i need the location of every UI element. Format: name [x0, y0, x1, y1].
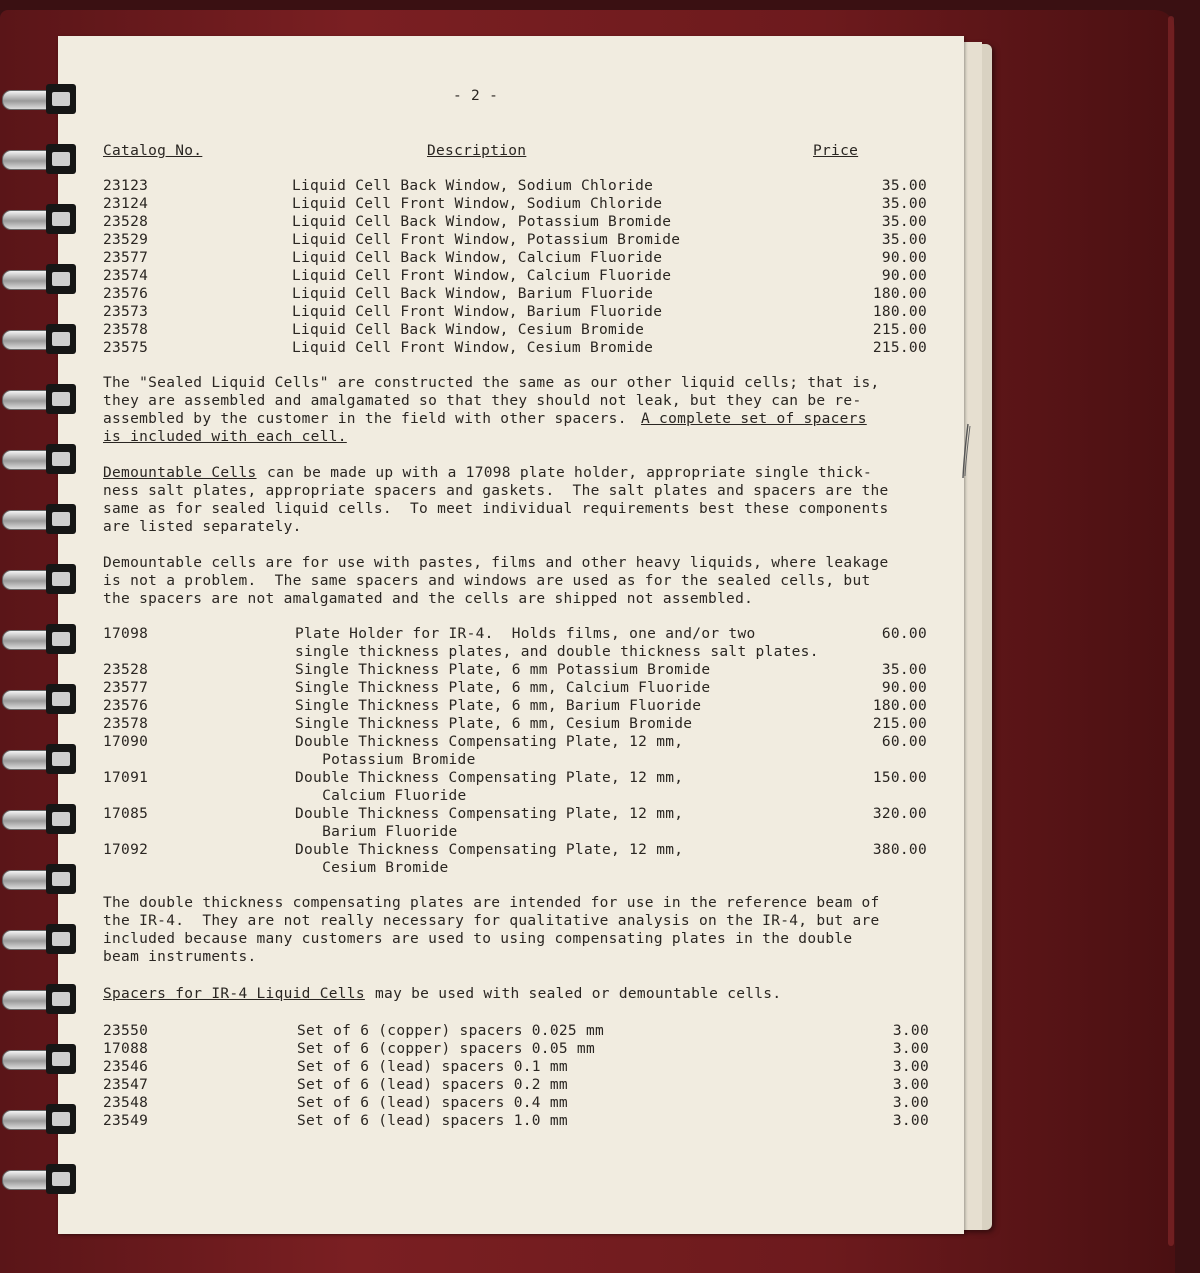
binder-ring	[0, 384, 78, 414]
item-price: 150.00	[872, 770, 927, 786]
catalog-number: 23574	[103, 268, 149, 284]
header-catalog: Catalog No.	[103, 143, 203, 159]
catalog-number: 23549	[103, 1113, 149, 1129]
item-price: 3.00	[892, 1059, 929, 1075]
item-price: 3.00	[892, 1041, 929, 1057]
spacers-heading: Spacers for IR-4 Liquid Cells	[103, 986, 365, 1002]
header-description: Description	[427, 143, 527, 159]
paragraph-line: beam instruments.	[103, 949, 257, 965]
paragraph-line: they are assembled and amalgamated so that they should not leak, but they can be re-	[103, 393, 862, 409]
item-price: 3.00	[892, 1023, 929, 1039]
item-price: 3.00	[892, 1095, 929, 1111]
item-price: 90.00	[881, 250, 927, 266]
underlined-note: A complete set of spacers	[641, 411, 867, 427]
catalog-number: 23578	[103, 322, 149, 338]
catalog-number: 23576	[103, 286, 149, 302]
item-description: Double Thickness Compensating Plate, 12 mm,	[295, 842, 684, 858]
item-description: Liquid Cell Front Window, Potassium Bromide	[292, 232, 681, 248]
paragraph-line: are listed separately.	[103, 519, 302, 535]
item-description: Set of 6 (copper) spacers 0.05 mm	[297, 1041, 595, 1057]
item-description: Double Thickness Compensating Plate, 12 mm,	[295, 770, 684, 786]
paragraph-line: The double thickness compensating plates are intended for use in the reference beam of	[103, 895, 880, 911]
item-price: 90.00	[881, 680, 927, 696]
item-description: Liquid Cell Front Window, Barium Fluoride	[292, 304, 663, 320]
catalog-number: 23577	[103, 250, 149, 266]
paragraph-line: may be used with sealed or demountable cells.	[366, 986, 782, 1002]
item-price: 90.00	[881, 268, 927, 284]
catalog-number: 17098	[103, 626, 149, 642]
item-description: Double Thickness Compensating Plate, 12 mm,	[295, 734, 684, 750]
item-description: Single Thickness Plate, 6 mm, Cesium Bromide	[295, 716, 693, 732]
item-description-cont: Calcium Fluoride	[295, 788, 467, 804]
page-number: - 2 -	[453, 88, 499, 104]
header-price: Price	[813, 143, 859, 159]
item-price: 180.00	[872, 698, 927, 714]
paragraph-line: the IR-4. They are not really necessary for qualitative analysis on the IR-4, but are	[103, 913, 880, 929]
catalog-number: 23529	[103, 232, 149, 248]
item-description: Single Thickness Plate, 6 mm, Barium Fluoride	[295, 698, 702, 714]
catalog-number: 23550	[103, 1023, 149, 1039]
item-price: 60.00	[881, 734, 927, 750]
catalog-number: 17088	[103, 1041, 149, 1057]
paragraph-line: same as for sealed liquid cells. To meet individual requirements best these components	[103, 501, 889, 517]
binder-ring	[0, 984, 78, 1014]
item-description: Set of 6 (lead) spacers 0.1 mm	[297, 1059, 568, 1075]
item-description-cont: Cesium Bromide	[295, 860, 449, 876]
item-price: 35.00	[881, 232, 927, 248]
catalog-number: 23547	[103, 1077, 149, 1093]
binder-ring	[0, 564, 78, 594]
catalog-number: 23577	[103, 680, 149, 696]
catalog-number: 23528	[103, 214, 149, 230]
catalog-number: 23124	[103, 196, 149, 212]
catalog-number: 17085	[103, 806, 149, 822]
item-price: 35.00	[881, 214, 927, 230]
demountable-heading: Demountable Cells	[103, 465, 257, 481]
binder-ring	[0, 324, 78, 354]
item-price: 320.00	[872, 806, 927, 822]
paragraph-line: assembled by the customer in the field with other spacers.	[103, 411, 627, 427]
item-price: 215.00	[872, 322, 927, 338]
item-price: 35.00	[881, 662, 927, 678]
catalog-number: 23548	[103, 1095, 149, 1111]
item-price: 180.00	[872, 286, 927, 302]
item-description: Liquid Cell Back Window, Potassium Bromide	[292, 214, 672, 230]
paragraph-line: the spacers are not amalgamated and the cells are shipped not assembled.	[103, 591, 754, 607]
paragraph-line: is not a problem. The same spacers and windows are used as for the sealed cells, but	[103, 573, 871, 589]
item-description: Set of 6 (copper) spacers 0.025 mm	[297, 1023, 605, 1039]
catalog-number: 23528	[103, 662, 149, 678]
catalog-number: 23573	[103, 304, 149, 320]
item-description: Set of 6 (lead) spacers 0.2 mm	[297, 1077, 568, 1093]
item-description: Set of 6 (lead) spacers 1.0 mm	[297, 1113, 568, 1129]
paragraph-line: ness salt plates, appropriate spacers and gaskets. The salt plates and spacers are the	[103, 483, 889, 499]
binder-edge	[1168, 16, 1174, 1246]
binder-ring	[0, 84, 78, 114]
binder-ring	[0, 1104, 78, 1134]
item-price: 215.00	[872, 340, 927, 356]
item-description: Liquid Cell Front Window, Calcium Fluoride	[292, 268, 672, 284]
binder-ring	[0, 924, 78, 954]
binder-ring	[0, 1044, 78, 1074]
binder-ring	[0, 744, 78, 774]
catalog-number: 17092	[103, 842, 149, 858]
item-price: 380.00	[872, 842, 927, 858]
document-page	[58, 36, 964, 1234]
catalog-number: 17090	[103, 734, 149, 750]
catalog-number: 23575	[103, 340, 149, 356]
catalog-number: 23578	[103, 716, 149, 732]
catalog-number: 23123	[103, 178, 149, 194]
catalog-number: 23546	[103, 1059, 149, 1075]
item-description: Plate Holder for IR-4. Holds films, one and/or two	[295, 626, 756, 642]
item-price: 180.00	[872, 304, 927, 320]
item-price: 3.00	[892, 1113, 929, 1129]
item-description: Single Thickness Plate, 6 mm Potassium Bromide	[295, 662, 711, 678]
item-description: Liquid Cell Back Window, Barium Fluoride	[292, 286, 654, 302]
paragraph-line: can be made up with a 17098 plate holder, appropriate single thick-	[258, 465, 873, 481]
catalog-number: 17091	[103, 770, 149, 786]
paragraph-line: The "Sealed Liquid Cells" are constructed the same as our other liquid cells; that is,	[103, 375, 880, 391]
catalog-number: 23576	[103, 698, 149, 714]
binder-ring	[0, 504, 78, 534]
item-price: 35.00	[881, 196, 927, 212]
item-description: Liquid Cell Back Window, Calcium Fluoride	[292, 250, 663, 266]
binder-ring	[0, 864, 78, 894]
binder-ring	[0, 264, 78, 294]
item-description: Set of 6 (lead) spacers 0.4 mm	[297, 1095, 568, 1111]
binder-ring	[0, 144, 78, 174]
item-description: Liquid Cell Back Window, Sodium Chloride	[292, 178, 654, 194]
binder-ring	[0, 1164, 78, 1194]
paragraph-line: Demountable cells are for use with pastes, films and other heavy liquids, where leakage	[103, 555, 889, 571]
binder-ring	[0, 444, 78, 474]
item-price: 215.00	[872, 716, 927, 732]
binder-ring	[0, 204, 78, 234]
binder-ring	[0, 804, 78, 834]
item-price: 3.00	[892, 1077, 929, 1093]
item-description-cont: Potassium Bromide	[295, 752, 476, 768]
paragraph-line: included because many customers are used to using compensating plates in the double	[103, 931, 853, 947]
item-description: Double Thickness Compensating Plate, 12 mm,	[295, 806, 684, 822]
item-description-cont: Barium Fluoride	[295, 824, 458, 840]
item-description: Liquid Cell Front Window, Sodium Chloride	[292, 196, 663, 212]
binder-ring	[0, 624, 78, 654]
binder-ring	[0, 684, 78, 714]
item-description: Liquid Cell Back Window, Cesium Bromide	[292, 322, 645, 338]
item-price: 60.00	[881, 626, 927, 642]
handwritten-mark	[960, 422, 972, 480]
underlined-note: is included with each cell.	[103, 429, 347, 445]
item-description: Liquid Cell Front Window, Cesium Bromide	[292, 340, 654, 356]
item-description-cont: single thickness plates, and double thickness salt plates.	[295, 644, 819, 660]
item-description: Single Thickness Plate, 6 mm, Calcium Fluoride	[295, 680, 711, 696]
item-price: 35.00	[881, 178, 927, 194]
